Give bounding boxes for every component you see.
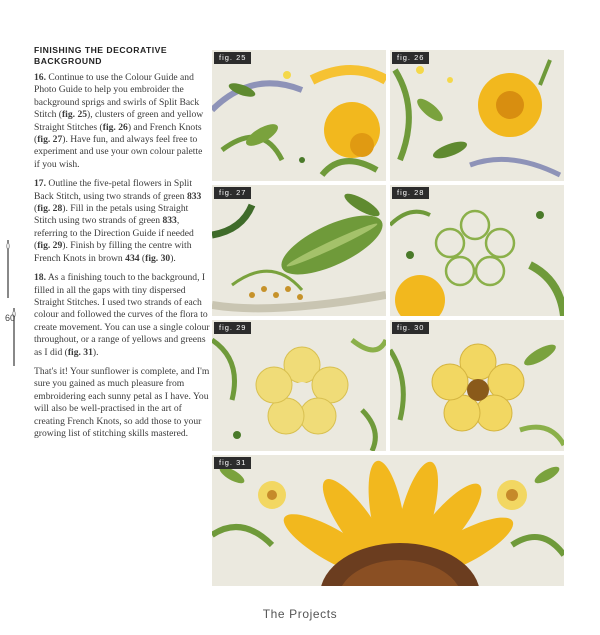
step-text: , referring to the Direction Guide if needed (: [34, 215, 194, 252]
figure-label: fig. 27: [214, 187, 251, 199]
step-16: [34, 72, 210, 171]
step-text: ).: [170, 252, 176, 264]
figure-ref: fig. 25: [61, 109, 88, 121]
step-text: ). Fill in the petals using Straight Stitch using two strands of green: [34, 203, 189, 227]
figure-label: fig. 31: [214, 457, 251, 469]
page-number: 60: [5, 313, 16, 323]
figure-label: fig. 30: [392, 322, 429, 334]
step-text: Continue to use the Colour Guide and Photo Guide to help you embroider the background sprigs and swirls of Split Back Stitch (: [34, 72, 200, 121]
step-text: ). Finish by filling the centre with French Knots in brown: [34, 240, 192, 264]
embroidery-flower-outline-image: [390, 185, 564, 316]
thread-color-ref: 434: [125, 252, 140, 264]
figure-29-photo: [212, 320, 386, 451]
step-number: 18.: [34, 272, 46, 284]
step-18: [34, 272, 210, 359]
step-text: ), clusters of green and yellow Straight Stitches (: [34, 109, 204, 133]
step-text: As a finishing touch to the background, I filled in all the gaps with tiny dispersed Straight Stitches. I used two strands of each colour and followed the curves of the flora to create movement. You can use a single colour throughout, or a range of yellows and greens as I did (: [34, 272, 210, 358]
thread-color-ref: 833: [186, 190, 202, 202]
figure-30-photo: [390, 320, 564, 451]
figure-ref: fig. 30: [145, 252, 171, 264]
figure-ref: fig. 28: [37, 203, 63, 215]
step-text: (: [139, 252, 146, 264]
figure-31-photo: [212, 455, 564, 586]
step-text: ). Have fun, and always feel free to experiment and use your own colour palette if you wish.: [34, 134, 203, 170]
step-number: 17.: [34, 178, 46, 190]
embroidery-french-knots-image: [212, 185, 386, 316]
embroidery-petal-fill-image: [212, 320, 386, 451]
step-number: 16.: [34, 72, 46, 83]
step-text: Outline the five-petal flowers in Split Back Stitch, using two strands of green: [34, 178, 193, 202]
needle-illustration: [4, 238, 18, 368]
figure-label: fig. 29: [214, 322, 251, 334]
figure-ref: fig. 31: [67, 346, 93, 358]
figure-label: fig. 25: [214, 52, 251, 64]
embroidery-straight-stitches-image: [390, 50, 564, 181]
figure-label: fig. 28: [392, 187, 429, 199]
figure-label: fig. 26: [392, 52, 429, 64]
section-heading: FINISHING THE DECORATIVE BACKGROUND: [34, 45, 168, 66]
instructions-column: [34, 45, 210, 447]
step-text: ).: [92, 346, 99, 358]
closing-paragraph: That's it! Your sunflower is complete, and I'm sure you gained as much pleasure from embroidering each sunny petal as I have. You will also be well-practised in the art of creating French Knots, so add those to your growing list of stitching skills mastered.: [34, 365, 210, 439]
step-text: (: [34, 203, 38, 215]
figure-ref: fig. 27: [37, 134, 63, 146]
figure-ref: fig. 26: [102, 121, 128, 133]
figure-ref: fig. 29: [37, 240, 63, 252]
figure-25-photo: [212, 50, 386, 181]
figure-26-photo: [390, 50, 564, 181]
embroidery-sprigs-image: [212, 50, 386, 181]
figure-28-photo: [390, 185, 564, 316]
embroidery-flower-centre-image: [390, 320, 564, 451]
figure-27-photo: [212, 185, 386, 316]
step-text: ) and French Knots (: [34, 121, 202, 146]
embroidery-finished-sunflower-image: [212, 455, 564, 586]
thread-color-ref: 833: [162, 215, 177, 227]
section-footer: The Projects: [262, 607, 338, 621]
step-17: [34, 178, 210, 265]
